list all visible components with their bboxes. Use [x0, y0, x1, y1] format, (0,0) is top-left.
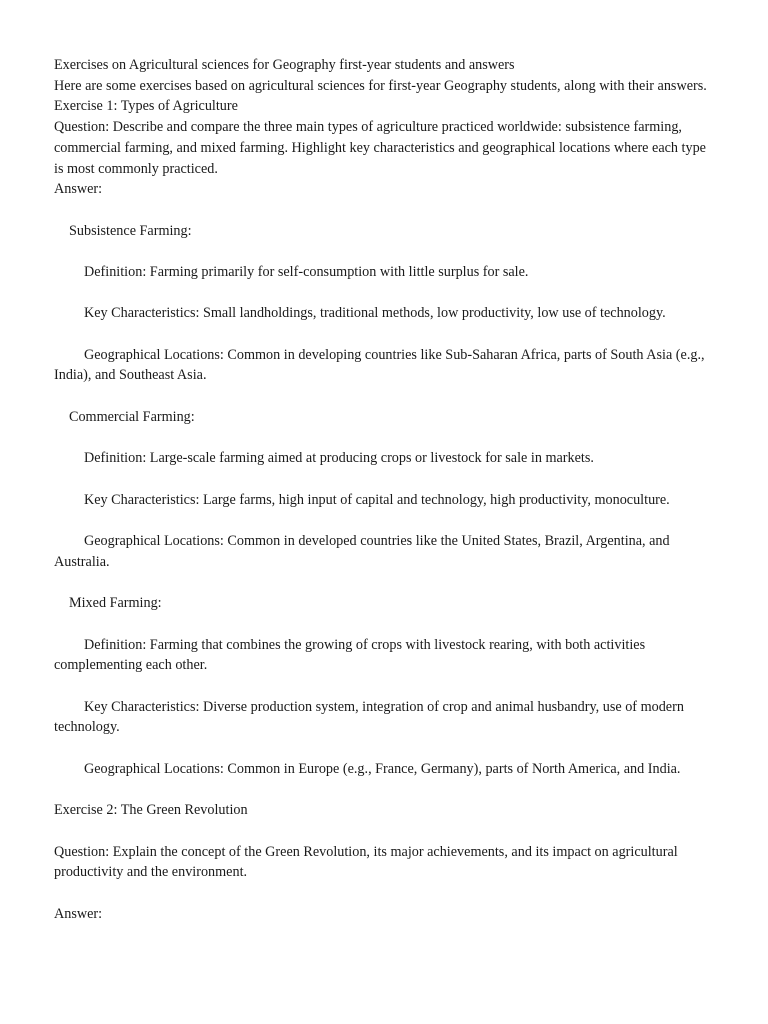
subsistence-locations: Geographical Locations: Common in developing countries like Sub-Saharan Africa, parts of South Asia (e.g., India), and Southeast Asia.	[54, 346, 705, 384]
commercial-locations: Geographical Locations: Common in developed countries like the United States, Brazil, Argentina, and Australia.	[54, 533, 670, 570]
exercise-1-answer-label: Answer:	[54, 181, 103, 198]
exercise-2-heading: Exercise 2: The Green Revolution	[54, 802, 248, 819]
mixed-locations: Geographical Locations: Common in Europe (e.g., France, Germany), parts of North America, and India.	[84, 760, 681, 777]
commercial-farming-heading: Commercial Farming:	[69, 408, 195, 425]
mixed-farming-heading: Mixed Farming:	[69, 595, 162, 612]
commercial-definition: Definition: Large-scale farming aimed at producing crops or livestock for sale in markets.	[84, 450, 594, 467]
document-intro: Here are some exercises based on agricultural sciences for first-year Geography students, along with their answers.	[54, 77, 707, 94]
document-page	[54, 55, 718, 924]
subsistence-definition: Definition: Farming primarily for self-consumption with little surplus for sale.	[84, 264, 529, 280]
subsistence-farming-heading: Subsistence Farming:	[69, 222, 192, 239]
mixed-characteristics: Key Characteristics: Diverse production system, integration of crop and animal husbandry, use of modern technology.	[54, 698, 684, 736]
exercise-1-question: Question: Describe and compare the three main types of agriculture practiced worldwide: subsistence farming, commercial farming, and mixed farming. Highlight key characteristics and geographical locations where each type is most commonly practiced.	[54, 119, 706, 177]
exercise-1-heading: Exercise 1: Types of Agriculture	[54, 98, 238, 115]
subsistence-characteristics: Key Characteristics: Small landholdings, traditional methods, low productivity, low use of technology.	[84, 305, 666, 322]
exercise-2-question: Question: Explain the concept of the Green Revolution, its major achievements, and its impact on agricultural productivity and the environment.	[54, 843, 678, 881]
document-title: Exercises on Agricultural sciences for Geography first-year students and answers	[54, 57, 515, 73]
exercise-2-answer-label: Answer:	[54, 905, 103, 922]
commercial-characteristics: Key Characteristics: Large farms, high input of capital and technology, high productivity, monoculture.	[84, 491, 670, 508]
mixed-definition: Definition: Farming that combines the growing of crops with livestock rearing, with both activities complementing each other.	[54, 636, 646, 674]
